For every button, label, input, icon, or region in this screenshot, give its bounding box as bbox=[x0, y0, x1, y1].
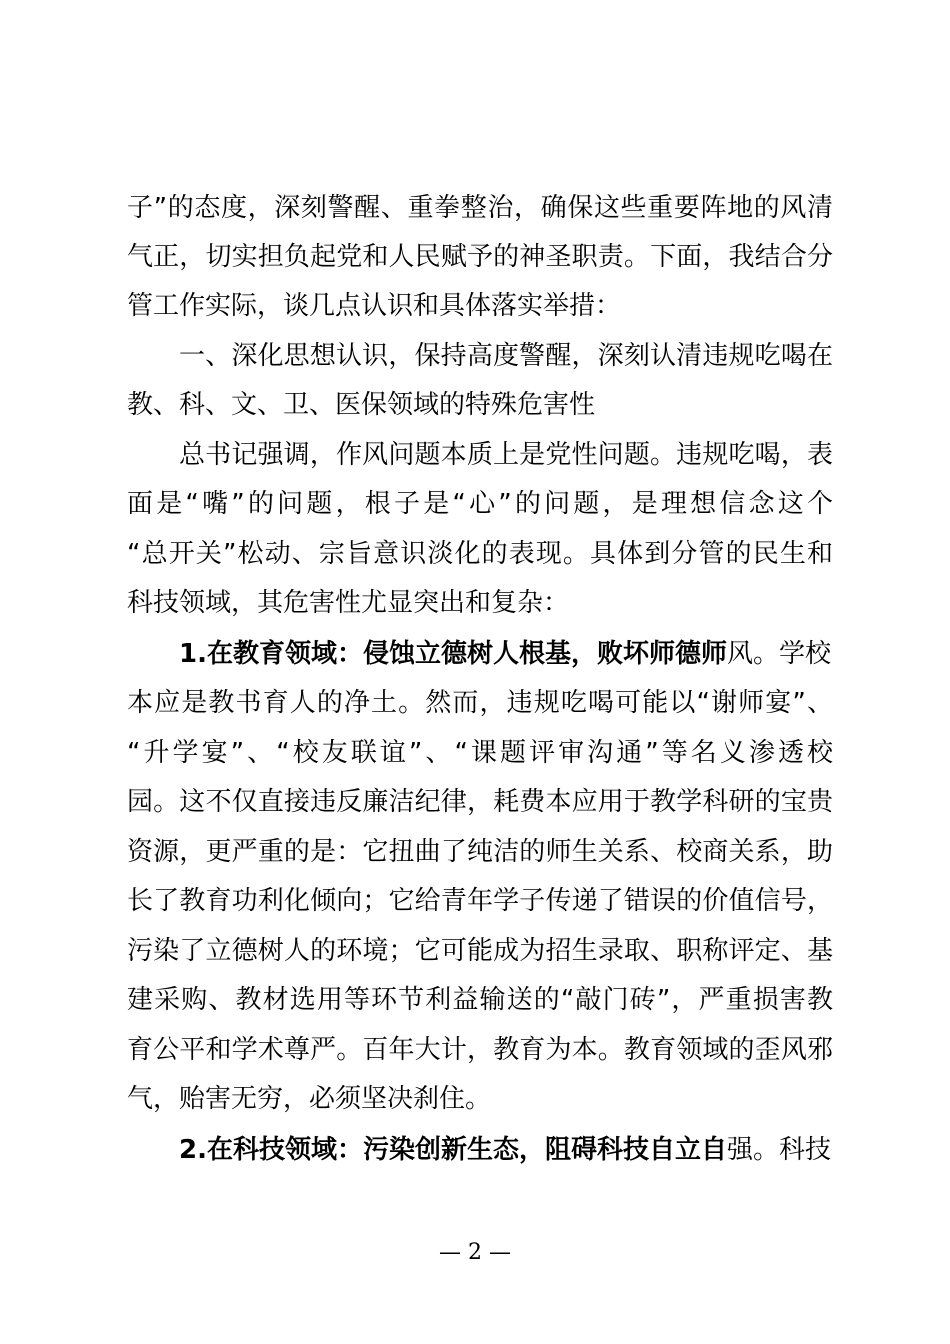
body-line: 子”的态度，深刻警醒、重拳整治，确保这些重要阵地的风清 bbox=[127, 193, 833, 223]
subheading-tail: 风。学校 bbox=[726, 639, 831, 669]
body-line: 面是“嘴”的问题，根子是“心”的问题，是理想信念这个 bbox=[127, 489, 833, 519]
body-line: 本应是教书育人的净土。然而，违规吃喝可能以“谢师宴”、 bbox=[127, 688, 833, 718]
body-line: 总书记强调，作风问题本质上是党性问题。违规吃喝，表 bbox=[179, 440, 833, 470]
page-number: — 2 — bbox=[439, 1240, 511, 1265]
subheading-tail: 强。科技 bbox=[726, 1135, 831, 1165]
section-heading-line: 一、深化思想认识，保持高度警醒，深刻认清违规吃喝在 bbox=[179, 341, 833, 371]
subheading-line bbox=[179, 629, 833, 679]
body-line: 污染了立德树人的环境；它可能成为招生录取、职称评定、基 bbox=[127, 936, 833, 966]
subheading-bold: 2.在科技领域：污染创新生态，阻碍科技自立自 bbox=[179, 1135, 727, 1165]
body-line: 气，贻害无穷，必须坚决刹住。 bbox=[127, 1084, 492, 1114]
body-line: “升学宴”、“校友联谊”、“课题评审沟通”等名义渗透校 bbox=[127, 738, 833, 768]
body-line: “总开关”松动、宗旨意识淡化的表现。具体到分管的民生和 bbox=[127, 539, 833, 569]
section-heading-line: 教、科、文、卫、医保领域的特殊危害性 bbox=[127, 390, 596, 420]
body-line: 建采购、教材选用等环节利益输送的“敲门砖”，严重损害教 bbox=[127, 985, 833, 1015]
subheading-line bbox=[179, 1125, 833, 1175]
subheading-bold: 1.在教育领域：侵蚀立德树人根基，败坏师德师 bbox=[179, 639, 727, 669]
body-line: 资源，更严重的是：它扭曲了纯洁的师生关系、校商关系，助 bbox=[127, 837, 833, 867]
body-line: 育公平和学术尊严。百年大计，教育为本。教育领域的歪风邪 bbox=[127, 1035, 833, 1065]
body-line: 长了教育功利化倾向；它给青年学子传递了错误的价值信号， bbox=[127, 886, 833, 916]
body-line: 科技领域，其危害性尤显突出和复杂： bbox=[127, 588, 570, 618]
body-line: 管工作实际，谈几点认识和具体落实举措： bbox=[127, 291, 622, 321]
body-line: 园。这不仅直接违反廉洁纪律，耗费本应用于教学科研的宝贵 bbox=[127, 787, 833, 817]
body-line: 气正，切实担负起党和人民赋予的神圣职责。下面，我结合分 bbox=[127, 242, 833, 272]
